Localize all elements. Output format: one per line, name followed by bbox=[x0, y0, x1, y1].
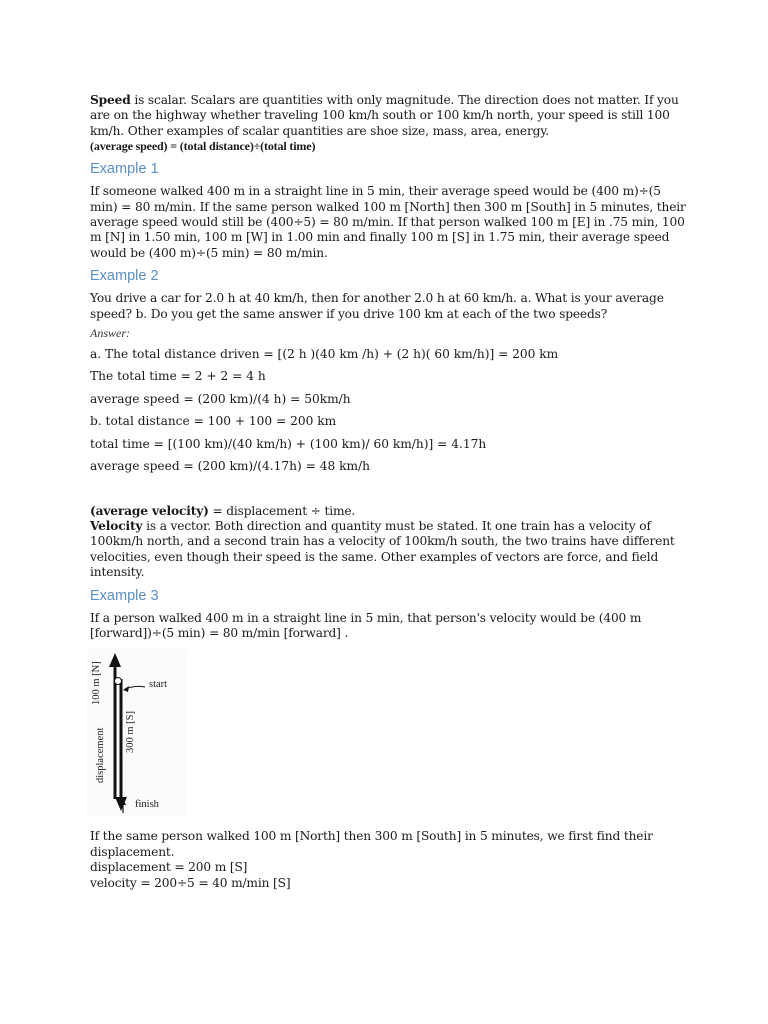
average-velocity-text: = displacement ÷ time. bbox=[208, 503, 356, 518]
calc-line: b. total distance = 100 + 100 = 200 km bbox=[90, 414, 337, 429]
speed-term: Speed bbox=[90, 93, 131, 107]
displacement-result: displacement = 200 m [S] bbox=[90, 860, 248, 875]
calc-line: a. The total distance driven = [(2 h )(40 km /h) + (2 h)( 60 km/h)] = 200 km bbox=[90, 347, 559, 362]
average-velocity-term: (average velocity) bbox=[90, 503, 209, 518]
velocity-paragraph bbox=[90, 519, 690, 581]
example-1-text: If someone walked 400 m in a straight line in 5 min, their average speed would be (400 m)÷(5 min) = 80 m/min. If the same person walked 100 m [North] then 300 m [South] in 5 minutes, their average speed would still be (400÷5) = 80 m/min. If that person walked 100 m [E] in .75 min, 100 m [N] in 1.50 min, 100 m [W] in 1.00 min and finally 100 m [S] in 1.75 min, their average speed would be (400 m)÷(5 min) = 80 m/min. bbox=[90, 184, 686, 260]
speed-text: is scalar. Scalars are quantities with only magnitude. The direction does not matter. If you are on the highway whether traveling 100 km/h south or 100 km/h north, your speed is still 100 km/h. Other examples of scalar quantities are shoe size, mass, area, energy. bbox=[90, 93, 679, 138]
calc-line: total time = [(100 km)/(40 km/h) + (100 km)/ 60 km/h)] = 4.17h bbox=[90, 436, 487, 451]
label-300m-south: 300 m [S] bbox=[125, 711, 136, 754]
velocity-text: is a vector. Both direction and quantity must be stated. It one train has a velocity of 100km/h north, and a second train has a velocity of 100km/h south, the two trains have different velocities, even though their speed is the same. Other examples of vectors are force, and field intensity. bbox=[90, 518, 675, 580]
label-100m-north: 100 m [N] bbox=[91, 661, 102, 706]
example-2-heading: Example 2 bbox=[90, 268, 159, 285]
displacement-diagram bbox=[87, 649, 187, 817]
calc-line: average speed = (200 km)/(4.17h) = 48 km/h bbox=[90, 459, 371, 474]
example-3-text: If a person walked 400 m in a straight line in 5 min, that person's velocity would be (400 m [forward])÷(5 min) = 80 m/min [forward] . bbox=[90, 610, 642, 640]
label-start: start bbox=[149, 679, 168, 691]
example-3-heading: Example 3 bbox=[90, 587, 159, 604]
example-1-heading: Example 1 bbox=[90, 161, 159, 178]
spacer bbox=[90, 482, 690, 504]
speed-paragraph bbox=[90, 93, 690, 139]
average-velocity-formula bbox=[90, 504, 690, 519]
calc-line: average speed = (200 km)/(4 h) = 50km/h bbox=[90, 391, 351, 406]
calc-line: The total time = 2 + 2 = 4 h bbox=[90, 369, 266, 384]
example-2-question: You drive a car for 2.0 h at 40 km/h, then for another 2.0 h at 60 km/h. a. What is your average speed? b. Do you get the same answer if you drive 100 km at each of the two speeds? bbox=[90, 291, 664, 321]
label-finish: finish bbox=[135, 799, 159, 811]
velocity-term: Velocity bbox=[90, 518, 143, 533]
label-displacement: displacement bbox=[95, 727, 106, 784]
answer-label: Answer: bbox=[90, 326, 130, 341]
document-page bbox=[90, 93, 690, 891]
velocity-result: velocity = 200÷5 = 40 m/min [S] bbox=[90, 875, 291, 890]
average-speed-formula: (average speed) = (total distance)÷(total time) bbox=[90, 139, 316, 154]
example-3-followup: If the same person walked 100 m [North] then 300 m [South] in 5 minutes, we first find their displacement. bbox=[90, 829, 653, 859]
